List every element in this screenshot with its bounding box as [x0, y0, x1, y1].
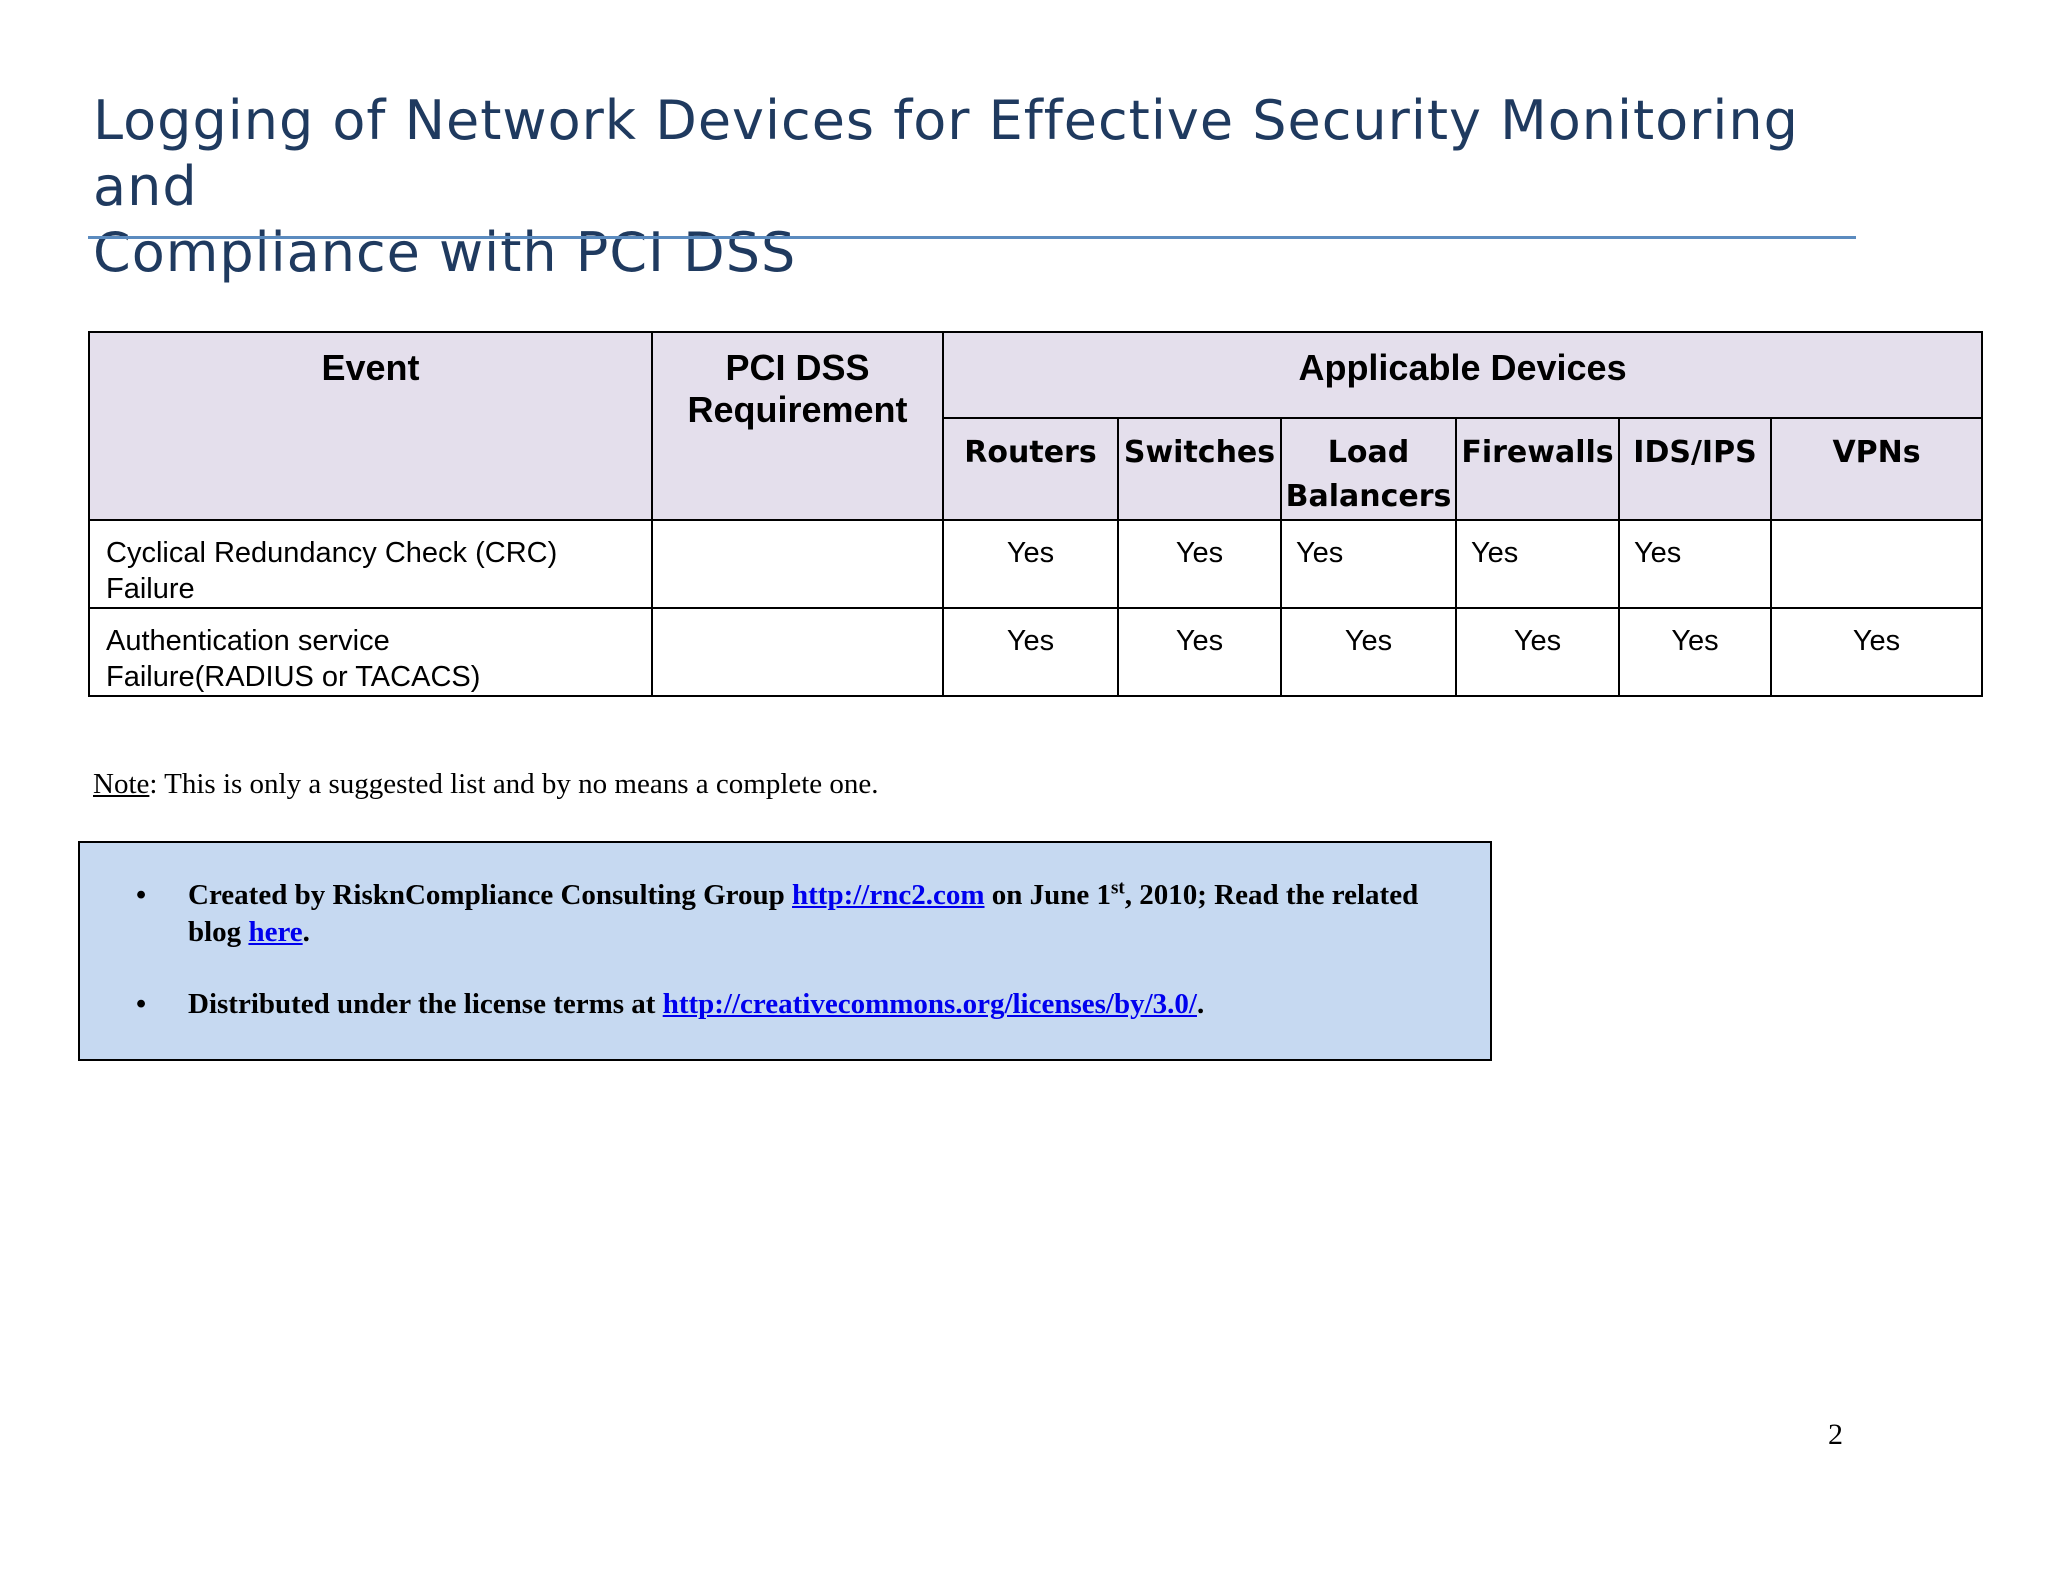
license-text: Distributed under the license terms at: [188, 988, 663, 1020]
header-event: Event: [89, 332, 652, 520]
event-text: Failure: [106, 573, 195, 605]
ids-ips-cell: Yes: [1619, 608, 1771, 696]
list-item: [136, 986, 1450, 1023]
vpns-cell: [1771, 520, 1982, 608]
event-cell: [89, 608, 652, 696]
firewalls-cell: Yes: [1456, 520, 1619, 608]
license-link[interactable]: http://creativecommons.org/licenses/by/3.0/: [662, 988, 1197, 1020]
license-text: .: [1196, 988, 1205, 1020]
routers-cell: Yes: [943, 608, 1118, 696]
page-title: [93, 88, 1873, 286]
vpns-cell: Yes: [1771, 608, 1982, 696]
bullet-icon: •: [136, 988, 147, 1020]
list-item: [136, 877, 1450, 951]
header-vpns: VPNs: [1771, 418, 1982, 520]
routers-cell: Yes: [943, 520, 1118, 608]
header-pci-line-1: PCI DSS: [725, 347, 870, 388]
firewalls-cell: Yes: [1456, 608, 1619, 696]
header-routers: Routers: [943, 418, 1118, 520]
header-pci-line-2: Requirement: [687, 389, 908, 430]
header-applicable-devices: Applicable Devices: [943, 332, 1982, 418]
pci-requirement-cell: [652, 520, 943, 608]
switches-cell: Yes: [1118, 520, 1281, 608]
header-switches: Switches: [1118, 418, 1281, 520]
credit-list: [80, 843, 1490, 1023]
header-load-balancers: Load Balancers: [1281, 418, 1456, 520]
table-header-row: [89, 332, 1982, 418]
rnc2-link[interactable]: http://rnc2.com: [792, 879, 985, 911]
note-text: : This is only a suggested list and by no means a complete one.: [149, 768, 879, 800]
credit-box: [78, 841, 1492, 1061]
header-pci-requirement: [652, 332, 943, 520]
title-divider: [88, 236, 1856, 239]
title-line-1: Logging of Network Devices for Effective Security Monitoring and: [93, 89, 1799, 218]
pci-requirement-cell: [652, 608, 943, 696]
bullet-icon: •: [136, 879, 147, 911]
load-balancers-cell: Yes: [1281, 520, 1456, 608]
event-text: Cyclical Redundancy Check (CRC): [106, 537, 558, 569]
table-row: [89, 608, 1982, 696]
credit-text: Created by RisknCompliance Consulting Group: [188, 879, 793, 911]
switches-cell: Yes: [1118, 608, 1281, 696]
table-row: [89, 520, 1982, 608]
note-label: Note: [93, 768, 150, 800]
load-balancers-cell: Yes: [1281, 608, 1456, 696]
title-line-2: Compliance with PCI DSS: [93, 221, 797, 284]
header-ids-ips: IDS/IPS: [1619, 418, 1771, 520]
event-text: Failure(RADIUS or TACACS): [106, 661, 481, 693]
header-firewalls: Firewalls: [1456, 418, 1619, 520]
credit-text: , 2010; Read the related blog: [188, 879, 1419, 948]
credit-text: on June 1: [984, 879, 1112, 911]
blog-link[interactable]: here: [248, 916, 303, 948]
note: [93, 768, 879, 801]
event-cell: [89, 520, 652, 608]
ids-ips-cell: Yes: [1619, 520, 1771, 608]
page-number: 2: [1828, 1418, 1843, 1451]
date-superscript: st: [1111, 877, 1125, 899]
events-table: [88, 331, 1983, 697]
event-text: Authentication service: [106, 625, 390, 657]
credit-text: .: [302, 916, 310, 948]
